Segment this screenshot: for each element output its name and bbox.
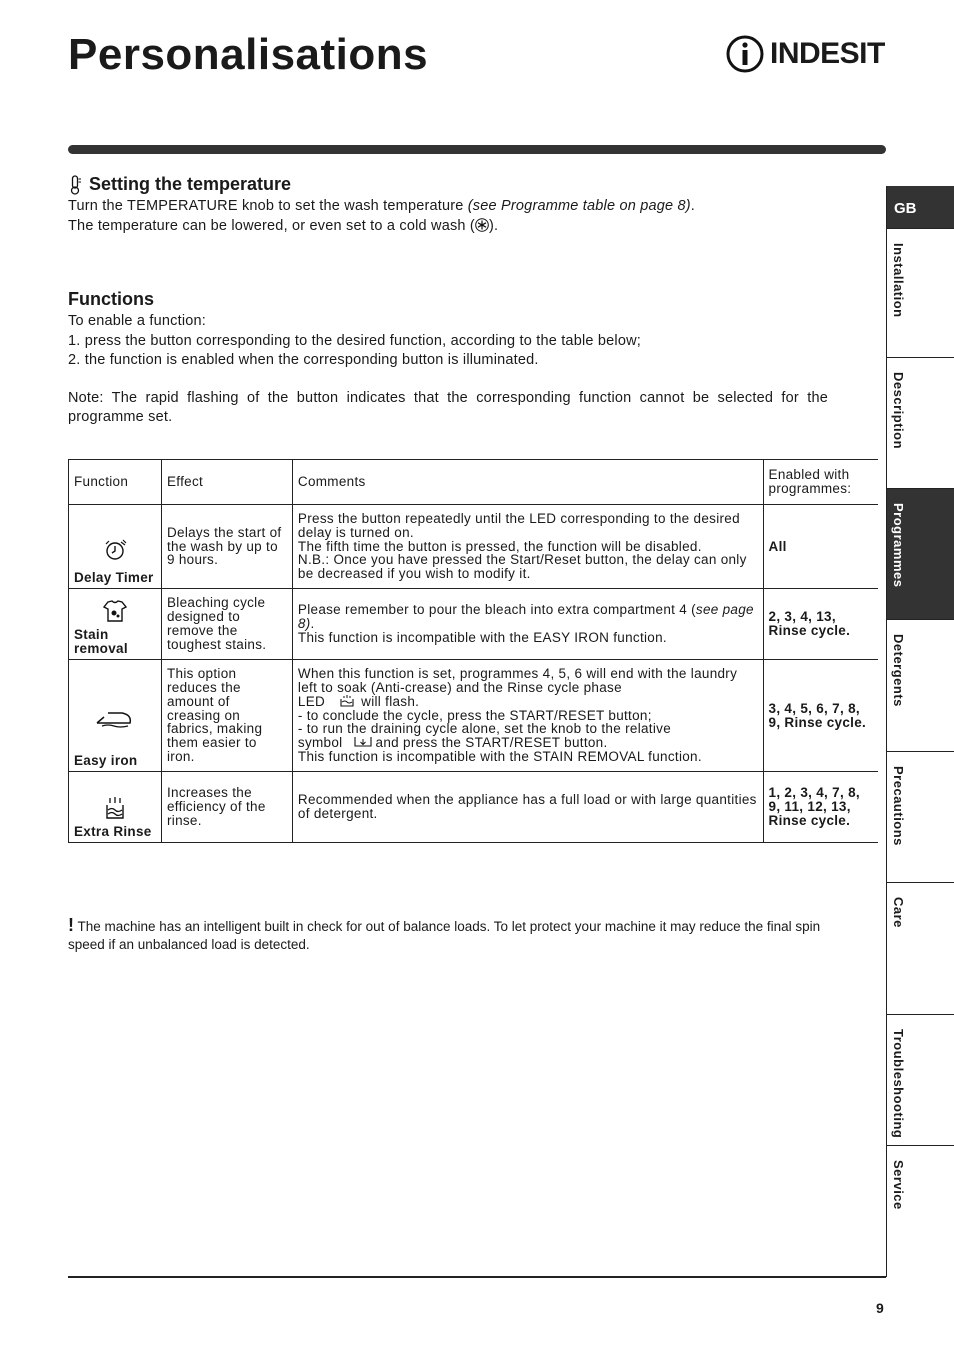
function-cell [69, 505, 162, 589]
sidebar-lang-tab[interactable] [887, 186, 954, 229]
comments-cell: Recommended when the appliance has a full load or with large quantities of detergent. [292, 772, 763, 843]
comment-line: This function is incompatible with the STAIN REMOVAL function. [297, 748, 702, 764]
enabled-cell: All [763, 505, 878, 589]
easy-iron-icon [94, 707, 136, 729]
comment-line: The fifth time the button is pressed, the function will be disabled. [297, 538, 702, 554]
header-comments: Comments [292, 460, 763, 505]
brand-logo [726, 34, 885, 74]
functions-section [68, 289, 828, 428]
text: symbol [297, 735, 343, 751]
icon-container [74, 796, 156, 823]
rinse-led-icon [339, 695, 355, 707]
function-name: Delay Timer [74, 570, 154, 586]
comment-line [298, 603, 758, 631]
stain-removal-icon [102, 599, 128, 623]
footer-rule [68, 1276, 886, 1278]
effect-cell: This option reduces the amount of creasing on fabrics, making them easier to iron. [161, 660, 292, 772]
comment-line: Press the button repeatedly until the LED corresponding to the desired delay is turned on. [297, 511, 740, 540]
function-cell [69, 660, 162, 772]
sidebar-item-label: Description [891, 372, 906, 450]
page-reference: see page 8) [297, 602, 754, 632]
table-row [69, 505, 879, 589]
page-reference: (see Programme table on page 8) [467, 198, 691, 214]
function-cell [69, 772, 162, 843]
header-rule [68, 145, 886, 154]
text: LED [297, 693, 326, 709]
effect-cell: Increases the efficiency of the rinse. [161, 772, 292, 843]
comment-line: When this function is set, programmes 4, 5, 6 will end with the laundry left to soak (Anti-crease) and the Rinse cycle phase [297, 666, 738, 695]
page-number: 9 [876, 1300, 884, 1316]
sidebar-item-troubleshooting[interactable] [887, 1015, 954, 1146]
table-header-row [69, 460, 879, 505]
header-effect: Effect [161, 460, 292, 505]
sidebar-item-label: Programmes [891, 503, 906, 588]
functions-table [68, 459, 878, 843]
comment-line [298, 736, 758, 750]
section-sidebar [886, 186, 954, 1277]
page-title: Personalisations [68, 30, 429, 79]
comments-cell [292, 589, 763, 660]
warning-text: The machine has an intelligent built in check for out of balance loads. To let protect your machine it may reduce the final spin speed if an unbalanced load is detected. [68, 919, 821, 952]
brand-name: INDESIT [770, 37, 885, 70]
thermometer-icon [68, 175, 82, 195]
lang-label: GB [894, 200, 917, 217]
functions-intro: To enable a function: [68, 313, 207, 329]
sidebar-item-label: Service [891, 1160, 906, 1210]
delay-timer-icon [102, 538, 128, 562]
temperature-heading: Setting the temperature [89, 174, 292, 194]
sidebar-item-precautions[interactable] [887, 752, 954, 883]
sidebar-item-description[interactable] [887, 358, 954, 489]
sidebar-item-installation[interactable] [887, 229, 954, 358]
enabled-cell: 3, 4, 5, 6, 7, 8, 9, Rinse cycle. [763, 660, 878, 772]
sidebar-item-label: Detergents [891, 634, 906, 707]
text: Turn the TEMPERATURE knob to set the wash temperature [68, 198, 468, 214]
functions-note: Note: The rapid flashing of the button indicates that the corresponding function cannot be selected for the programme set. [68, 389, 828, 425]
comment-line [298, 695, 758, 709]
table-row [69, 772, 879, 843]
table-row [69, 660, 879, 772]
temperature-line-2 [68, 217, 868, 237]
text: The temperature can be lowered, or even set to a cold wash ( [68, 217, 475, 234]
extra-rinse-icon [104, 796, 126, 820]
drain-symbol-icon [353, 736, 373, 748]
sidebar-item-label: Installation [891, 243, 906, 318]
functions-heading: Functions [68, 289, 154, 309]
function-cell [69, 589, 162, 660]
effect-cell: Bleaching cycle designed to remove the toughest stains. [161, 589, 292, 660]
sidebar-item-label: Precautions [891, 766, 906, 846]
balance-warning [68, 916, 858, 954]
comment-line: This function is incompatible with the EASY IRON function. [297, 629, 667, 645]
function-name: Easy iron [74, 753, 138, 769]
function-name: Stain removal [74, 627, 128, 657]
icon-container [74, 599, 156, 626]
functions-step-1: 1. press the button corresponding to the desired function, according to the table below; [68, 332, 641, 349]
comment-line: - to conclude the cycle, press the START/RESET button; [297, 707, 652, 723]
comments-cell [292, 505, 763, 589]
text: ). [488, 217, 499, 234]
text: . [690, 198, 696, 214]
sidebar-item-label: Care [891, 897, 906, 928]
cold-wash-icon [475, 218, 489, 232]
text: and press the START/RESET button. [375, 735, 608, 751]
text: will flash. [361, 693, 420, 709]
header-enabled: Enabled with programmes: [763, 460, 878, 505]
header-function: Function [69, 460, 162, 505]
effect-cell: Delays the start of the wash by up to 9 hours. [161, 505, 292, 589]
temperature-heading-row [68, 174, 868, 195]
enabled-cell: 2, 3, 4, 13, Rinse cycle. [763, 589, 878, 660]
sidebar-item-care[interactable] [887, 883, 954, 1015]
function-name: Extra Rinse [74, 824, 152, 840]
warning-mark: ! [68, 915, 74, 935]
temperature-section [68, 174, 868, 236]
sidebar-item-label: Troubleshooting [891, 1029, 906, 1139]
icon-container [74, 707, 156, 732]
comment-line: - to run the draining cycle alone, set the knob to the relative [297, 721, 672, 737]
sidebar-item-detergents[interactable] [887, 620, 954, 752]
comments-cell [292, 660, 763, 772]
text: . [310, 616, 315, 632]
enabled-cell: 1, 2, 3, 4, 7, 8, 9, 11, 12, 13, Rinse cycle. [763, 772, 878, 843]
functions-step-2: 2. the function is enabled when the corresponding button is illuminated. [68, 352, 539, 368]
text: Please remember to pour the bleach into extra compartment 4 ( [297, 602, 696, 618]
sidebar-item-programmes[interactable] [887, 489, 954, 620]
icon-container [74, 538, 156, 565]
indesit-logo-icon [726, 35, 764, 73]
table-row [69, 589, 879, 660]
comment-line: N.B.: Once you have pressed the Start/Reset button, the delay can only be decreased if you wish to modify it. [297, 552, 747, 582]
sidebar-item-service[interactable] [887, 1146, 954, 1277]
temperature-line-1 [68, 197, 868, 217]
